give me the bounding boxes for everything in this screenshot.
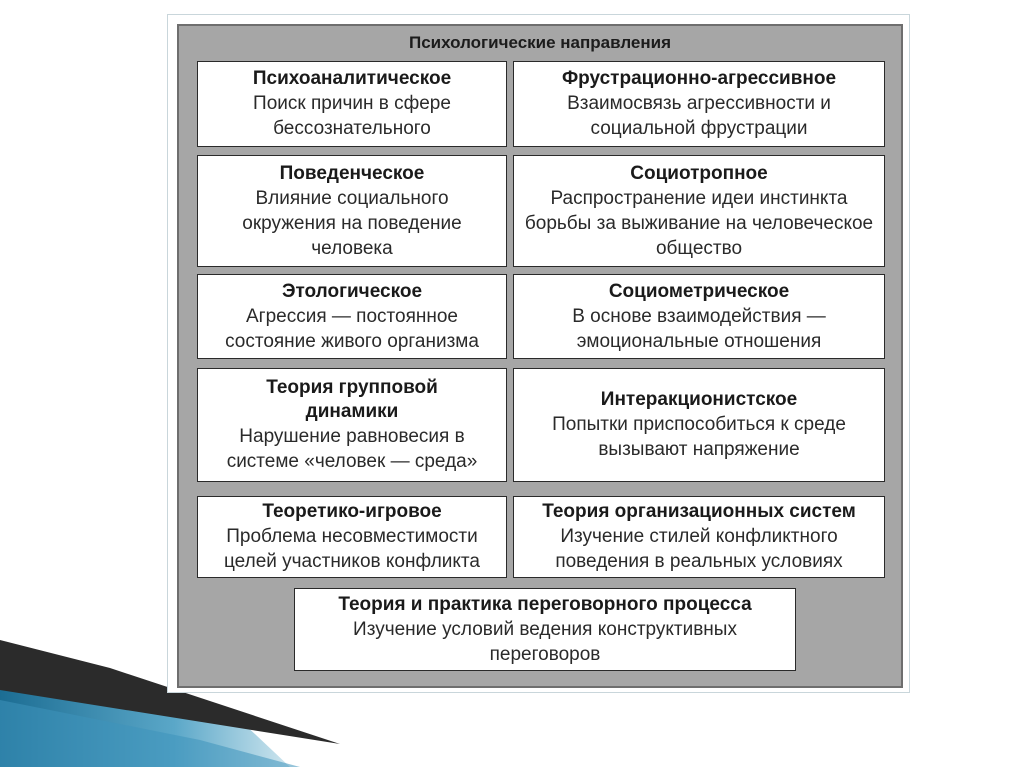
card-title: Теоретико-игровое xyxy=(262,501,442,522)
card-description: Влияние социального окружения на поведение человека xyxy=(242,187,462,259)
card-description: Распространение идеи инстинкта борьбы за выживание на человеческое общество xyxy=(524,187,874,259)
card-title: Психоаналитическое xyxy=(252,68,452,89)
card-title: Этологическое xyxy=(281,280,423,302)
card-behavioral xyxy=(197,155,507,267)
card-description: Агрессия — постоянное состояние живого организма xyxy=(225,305,479,352)
card-description: Нарушение равновесия в системе «человек — среда» xyxy=(226,426,478,472)
diagram-title: Психологические направления xyxy=(408,33,672,52)
card-description: Поиск причин в сфере бессознательного xyxy=(253,93,451,139)
card-title: Поведенческое xyxy=(279,162,425,184)
card-description: Попытки приспособиться к среде вызывают напряжение xyxy=(552,414,846,460)
card-description: Взаимосвязь агрессивности и социальной фрустрации xyxy=(567,93,831,139)
card-ethological xyxy=(197,274,507,359)
card-description: Изучение условий ведения конструктивных переговоров xyxy=(353,618,737,665)
card-title: Фрустрационно-агрессивное xyxy=(561,68,837,89)
card-title: Социотропное xyxy=(630,162,768,184)
card-interactionist xyxy=(513,368,885,482)
card-sociometric xyxy=(513,274,885,359)
card-title: Теория и практика переговорного процесса xyxy=(338,593,752,615)
card-group-dynamics xyxy=(197,368,507,482)
card-title: Теория организационных систем xyxy=(542,501,856,522)
card-sociotropic xyxy=(513,155,885,267)
card-psychoanalytic xyxy=(197,61,507,147)
card-title: Интеракционистское xyxy=(600,389,798,410)
card-frustration-aggressive xyxy=(513,61,885,147)
card-game-theoretic xyxy=(197,496,507,578)
card-organizational-systems xyxy=(513,496,885,578)
card-description: Изучение стилей конфликтного поведения в реальных условиях xyxy=(555,526,843,572)
card-description: Проблема несовместимости целей участников конфликта xyxy=(224,526,480,572)
card-description: В основе взаимодействия — эмоциональные отношения xyxy=(572,305,826,352)
card-negotiation xyxy=(294,588,796,671)
card-title: Социометрическое xyxy=(608,280,790,302)
card-title: Теория групповой динамики xyxy=(266,377,438,422)
